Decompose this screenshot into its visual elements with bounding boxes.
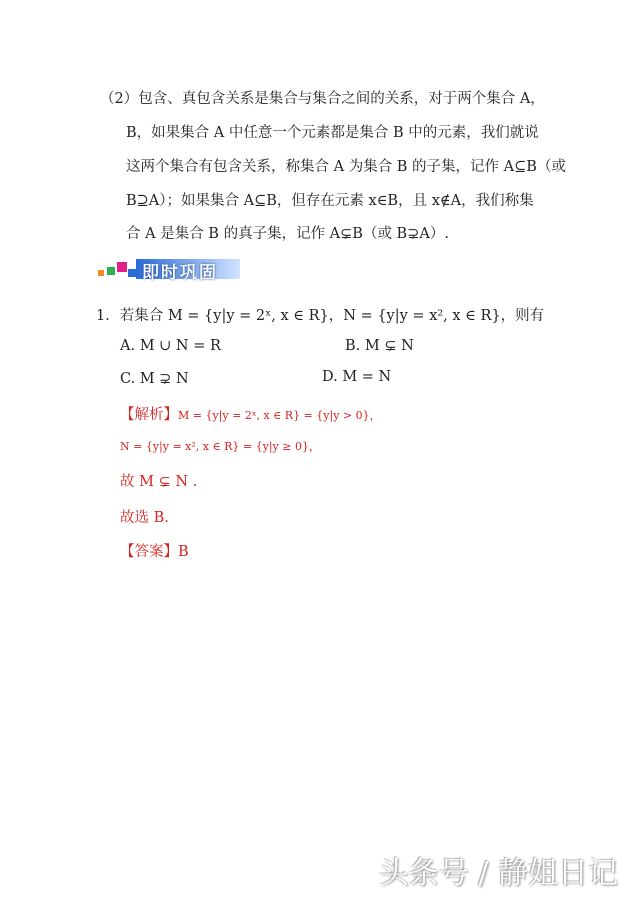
answer-line — [120, 540, 189, 561]
answer-tag: 【答案】 — [120, 544, 178, 560]
analysis-line-3: 故 M ⊊ N . — [120, 474, 198, 490]
analysis-line-4: 故选 B. — [120, 510, 169, 526]
banner-square-icon — [98, 270, 104, 276]
analysis-tag: 【解析】 — [120, 407, 178, 423]
option-d: D. M = N — [322, 369, 392, 385]
option-b: B. M ⊊ N — [345, 338, 414, 354]
intro-line-4: B⊇A）；如果集合 A⊆B，但存在元素 x∈B，且 x∉A，我们称集 — [126, 193, 534, 209]
intro-line-2: B，如果集合 A 中任意一个元素都是集合 B 中的元素，我们就说 — [126, 125, 539, 141]
banner-square-icon — [117, 262, 127, 272]
watermark: 头条号 / 静姐日记 — [378, 856, 618, 891]
banner-square-icon — [128, 269, 136, 277]
answer-value: B — [178, 544, 189, 560]
section-banner — [98, 256, 248, 282]
option-c: C. M ⊋ N — [120, 371, 189, 387]
intro-line-3: 这两个集合有包含关系，称集合 A 为集合 B 的子集，记作 A⊆B（或 — [126, 159, 566, 175]
banner-title: 即时巩固 — [142, 263, 218, 283]
banner-square-icon — [107, 267, 115, 275]
option-a: A. M ∪ N = R — [120, 338, 221, 354]
analysis-line-1 — [120, 403, 381, 424]
intro-line-1: （2）包含、真包含关系是集合与集合之间的关系，对于两个集合 A， — [100, 91, 545, 107]
intro-line-5: 合 A 是集合 B 的真子集，记作 A⊊B（或 B⊋A）. — [126, 226, 449, 242]
analysis-line-2: N = {y|y = x², x ∈ R} = {y|y ≥ 0}， — [120, 440, 320, 453]
analysis-text: M = {y|y = 2ˣ, x ∈ R} = {y|y > 0}， — [178, 409, 381, 422]
question-stem: 1．若集合 M = {y|y = 2ˣ, x ∈ R}，N = {y|y = x², x ∈ R}，则有 — [96, 308, 545, 324]
